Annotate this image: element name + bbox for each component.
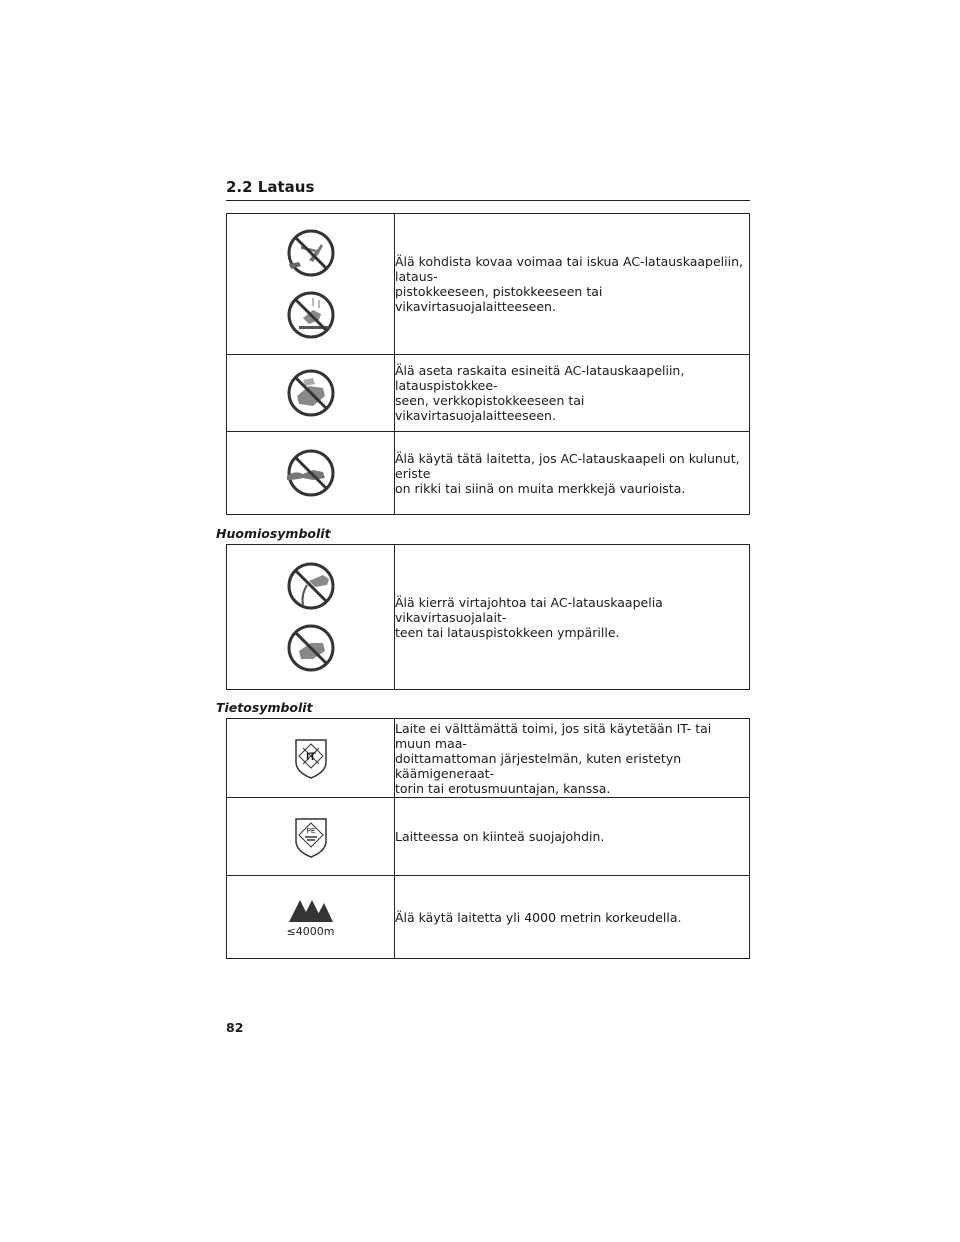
symbol-description: Älä aseta raskaita esineitä AC-latauskaapeliin, latauspistokkee- seen, verkkopistokkeeseen tai vikavirtasuojalaitteeseen.: [395, 355, 750, 432]
no-hammer-impact-icon: [283, 226, 339, 280]
symbol-description: Älä kohdista kovaa voimaa tai iskua AC-latauskaapeliin, lataus- pistokkeeseen, pistokkeeseen tai vikavirtasuojalaitteeseen.: [395, 214, 750, 355]
symbol-description: Älä kierrä virtajohtoa tai AC-latauskaapelia vikavirtasuojalait- teen tai latauspistokkeen ympärille.: [395, 545, 750, 690]
no-impact-plug-icon: [283, 288, 339, 342]
no-wrap-cable-icon: [283, 559, 339, 613]
it-label: IT: [305, 751, 316, 763]
table-row: [227, 798, 750, 876]
table-row: [227, 545, 750, 690]
protective-earth-icon: [293, 815, 329, 859]
table-row: [227, 876, 750, 959]
caution-symbols-table: [226, 544, 750, 690]
symbol-description: Älä käytä tätä laitetta, jos AC-latauskaapeli on kulunut, eriste on rikki tai siinä on muita merkkejä vaurioista.: [395, 432, 750, 515]
no-wrap-plug-icon: [283, 621, 339, 675]
table-row: [227, 719, 750, 798]
altitude-mountain-icon: [288, 897, 334, 923]
section-header: 2.2 Lataus: [226, 178, 750, 201]
symbol-description: Laitteessa on kiinteä suojajohdin.: [395, 798, 750, 876]
warning-symbols-table: [226, 213, 750, 515]
it-system-icon: [293, 736, 329, 780]
table-row: [227, 432, 750, 515]
info-symbols-table: [226, 718, 750, 959]
altitude-label: ≤4000m: [286, 924, 335, 938]
no-damaged-cable-icon: [283, 446, 339, 500]
no-heavy-objects-icon: [283, 366, 339, 420]
table-row: [227, 214, 750, 355]
symbol-description: Älä käytä laitetta yli 4000 metrin korkeudella.: [395, 876, 750, 959]
info-symbols-heading: Tietosymbolit: [216, 700, 313, 715]
pe-label: PE: [305, 827, 316, 835]
caution-symbols-heading: Huomiosymbolit: [216, 526, 331, 541]
table-row: [227, 355, 750, 432]
symbol-description: Laite ei välttämättä toimi, jos sitä käytetään IT- tai muun maa- doittamattoman järjestelmän, kuten eristetyn käämigeneraat- torin tai erotusmuuntajan, kanssa.: [395, 719, 750, 798]
page-number: 82: [226, 1020, 244, 1035]
